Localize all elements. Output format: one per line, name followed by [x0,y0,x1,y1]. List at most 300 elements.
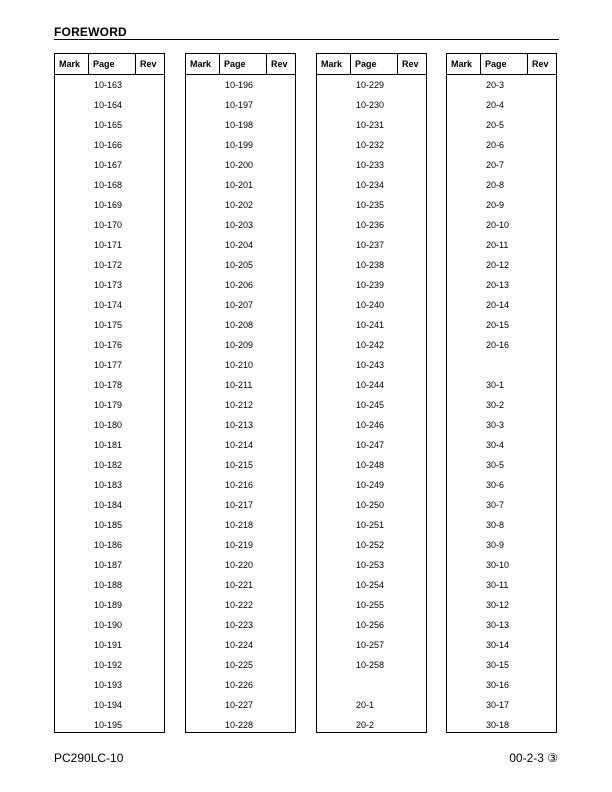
mark-cell [186,115,220,135]
rev-cell [398,695,426,715]
mark-cell [55,315,89,335]
table-row [55,415,164,435]
rev-cell [136,675,164,695]
rev-cell [398,635,426,655]
mark-cell [317,215,351,235]
table-row [186,75,295,95]
page-cell: 10-171 [94,240,123,250]
mark-cell [317,155,351,175]
table-row [186,195,295,215]
table-row [447,575,556,595]
mark-cell [317,535,351,555]
mark-header: Mark [186,54,220,74]
page-cell: 30-10 [486,560,510,570]
rev-cell [267,455,295,475]
table-row [447,415,556,435]
mark-cell [447,315,481,335]
page-cell: 10-239 [356,280,385,290]
rev-cell [528,375,556,395]
table-row [55,455,164,475]
page-cell [351,675,398,695]
mark-cell [186,575,220,595]
mark-cell [317,575,351,595]
revision-table-4 [446,53,557,733]
page-cell: 10-245 [356,400,385,410]
rev-cell [398,155,426,175]
table-row [186,475,295,495]
mark-cell [186,175,220,195]
page-cell: 10-251 [356,520,385,530]
mark-cell [186,675,220,695]
table-row [55,435,164,455]
rev-cell [136,595,164,615]
table-row [186,455,295,475]
page-cell: 10-256 [356,620,385,630]
mark-header: Mark [55,54,89,74]
page-header: Page [351,54,398,74]
rev-cell [136,415,164,435]
page-cell: 10-184 [94,500,123,510]
rev-cell [398,275,426,295]
table-row [186,355,295,375]
mark-cell [55,475,89,495]
rev-cell [136,275,164,295]
table-body [186,75,295,735]
page-cell: 10-181 [94,440,123,450]
mark-cell [447,75,481,95]
mark-cell [317,115,351,135]
mark-cell [55,235,89,255]
page-cell: 10-254 [356,580,385,590]
rev-cell [398,315,426,335]
rev-cell [267,415,295,435]
page-cell: 10-241 [356,320,385,330]
page-cell: 20-5 [486,120,505,130]
page-cell: 20-13 [486,280,510,290]
table-row [447,295,556,315]
mark-cell [447,695,481,715]
mark-cell [317,255,351,275]
rev-cell [136,715,164,735]
page-cell: 10-172 [94,260,123,270]
mark-cell [55,695,89,715]
page-cell: 10-180 [94,420,123,430]
table-row [447,655,556,675]
page-cell: 10-237 [356,240,385,250]
table-row [317,135,426,155]
table-row [447,435,556,455]
page-cell: 20-10 [486,220,510,230]
mark-cell [186,635,220,655]
rev-cell [136,435,164,455]
table-row [186,615,295,635]
table-row [447,275,556,295]
rev-cell [528,115,556,135]
table-row [186,175,295,195]
page-cell: 20-11 [486,240,509,250]
rev-cell [267,335,295,355]
table-row [186,295,295,315]
rev-header: Rev [140,59,157,69]
rev-cell [528,155,556,175]
rev-cell [528,655,556,675]
table-row [317,255,426,275]
mark-cell [317,655,351,675]
page-cell: 10-242 [356,340,385,350]
rev-cell [398,455,426,475]
table-row [317,535,426,555]
table-row [317,175,426,195]
rev-cell [267,595,295,615]
mark-cell [55,435,89,455]
page-cell: 10-206 [225,280,254,290]
mark-cell [447,155,481,175]
mark-cell [317,95,351,115]
mark-cell [317,675,351,695]
page-cell: 10-219 [225,540,254,550]
table-row [55,295,164,315]
rev-cell [528,495,556,515]
table-row [55,135,164,155]
rev-cell [136,695,164,715]
rev-cell [398,675,426,695]
table-row [447,695,556,715]
table-row [186,515,295,535]
table-row [317,335,426,355]
page-cell: 10-205 [225,260,254,270]
page-cell: 10-192 [94,660,123,670]
table-row [317,235,426,255]
page-cell: 30-6 [486,480,505,490]
rev-cell [136,295,164,315]
mark-cell [317,475,351,495]
mark-cell [55,335,89,355]
page-cell: 30-4 [486,440,505,450]
rev-cell [267,355,295,375]
table-row [317,495,426,515]
page-cell: 10-230 [356,100,385,110]
mark-cell [55,675,89,695]
mark-cell [447,515,481,535]
mark-cell [55,395,89,415]
table-row [317,715,426,735]
page-cell: 10-248 [356,460,385,470]
mark-cell [447,655,481,675]
rev-cell [528,675,556,695]
rev-cell [136,155,164,175]
page-cell: 30-14 [486,640,510,650]
rev-cell [528,315,556,335]
table-row [447,595,556,615]
page-cell: 30-1 [486,380,505,390]
table-row [317,195,426,215]
rev-cell [398,115,426,135]
rev-cell [398,355,426,375]
table-row [447,555,556,575]
revision-table-2 [185,53,296,733]
mark-cell [186,135,220,155]
table-row [317,355,426,375]
page-cell: 10-247 [356,440,385,450]
mark-cell [317,135,351,155]
rev-cell [136,335,164,355]
page-cell: 10-211 [225,380,253,390]
rev-cell [267,495,295,515]
rev-cell [267,695,295,715]
revision-table-3 [316,53,427,733]
page-cell: 10-209 [225,340,254,350]
rev-cell [398,575,426,595]
table-row [55,315,164,335]
mark-header: Mark [447,54,481,74]
rev-cell [398,435,426,455]
rev-cell [267,435,295,455]
table-row [447,535,556,555]
table-row [447,135,556,155]
table-row [186,155,295,175]
table-row [55,75,164,95]
rev-cell [136,255,164,275]
table-row [55,195,164,215]
table-row [317,475,426,495]
page-cell: 10-258 [356,660,385,670]
rev-cell [528,595,556,615]
rev-cell [136,635,164,655]
rev-cell [136,575,164,595]
page-cell: 10-228 [225,720,254,730]
table-row [447,475,556,495]
page-cell: 10-210 [225,360,254,370]
table-row [447,195,556,215]
mark-cell [186,275,220,295]
table-row [317,615,426,635]
mark-cell [55,175,89,195]
table-row [55,515,164,535]
page-cell: 20-6 [486,140,505,150]
table-row [186,695,295,715]
rev-cell [528,435,556,455]
page-cell: 10-185 [94,520,123,530]
page-cell: 10-232 [356,140,385,150]
mark-cell [447,635,481,655]
table-row [317,395,426,415]
mark-cell [317,615,351,635]
table-row [317,275,426,295]
rev-cell [528,475,556,495]
table-row [317,655,426,675]
rev-cell [267,675,295,695]
page-cell: 10-236 [356,220,385,230]
rev-cell [398,255,426,275]
rev-cell [528,195,556,215]
table-row [447,515,556,535]
page-cell: 20-4 [486,100,505,110]
table-row [447,715,556,735]
mark-cell [186,695,220,715]
table-row [186,375,295,395]
rev-cell [136,115,164,135]
rev-cell [528,255,556,275]
table-row [447,455,556,475]
table-row [55,95,164,115]
page-cell: 10-253 [356,560,385,570]
table-row [55,215,164,235]
mark-cell [55,355,89,375]
table-header [186,54,295,75]
mark-cell [447,255,481,275]
mark-header: Mark [317,54,351,74]
page-cell: 10-193 [94,680,123,690]
rev-cell [267,75,295,95]
mark-cell [447,115,481,135]
rev-cell [267,615,295,635]
mark-cell [55,495,89,515]
page-cell: 10-257 [356,640,385,650]
mark-cell [447,395,481,415]
rev-cell [528,215,556,235]
table-row [447,315,556,335]
table-row [317,575,426,595]
mark-cell [186,235,220,255]
rev-cell [136,215,164,235]
table-row [186,395,295,415]
mark-cell [55,455,89,475]
mark-cell [186,615,220,635]
table-row [447,115,556,135]
rev-cell [528,335,556,355]
page-cell: 10-229 [356,80,385,90]
rev-cell [398,495,426,515]
rev-cell [267,215,295,235]
page-header: Page [220,54,267,74]
rev-header: Rev [271,59,288,69]
mark-cell [55,135,89,155]
page-cell: 10-187 [94,560,123,570]
model-number: PC290LC-10 [54,751,124,765]
rev-cell [398,535,426,555]
page-cell: 30-5 [486,460,505,470]
rev-cell [398,335,426,355]
table-row [317,635,426,655]
table-row [55,575,164,595]
table-row [447,675,556,695]
mark-cell [186,475,220,495]
table-row [447,495,556,515]
table-row [55,635,164,655]
page-cell: 10-238 [356,260,385,270]
mark-cell [317,695,351,715]
page-cell: 10-173 [94,280,123,290]
page-cell: 10-223 [225,620,254,630]
page-cell: 10-246 [356,420,385,430]
mark-cell [55,715,89,735]
page-cell: 20-16 [486,340,510,350]
rev-cell [136,395,164,415]
page-cell: 10-226 [225,680,254,690]
page-cell: 10-208 [225,320,254,330]
rev-cell [267,575,295,595]
rev-cell [398,595,426,615]
table-row [55,475,164,495]
page-cell: 10-167 [94,160,123,170]
mark-cell [186,255,220,275]
rev-cell [267,195,295,215]
mark-cell [317,635,351,655]
table-row [317,375,426,395]
table-row [55,115,164,135]
rev-cell [398,395,426,415]
page-cell: 10-222 [225,600,254,610]
table-header [55,54,164,75]
rev-cell [136,195,164,215]
table-row [55,355,164,375]
page-cell: 10-233 [356,160,385,170]
page-cell: 30-7 [486,500,505,510]
table-row [186,555,295,575]
rev-cell [398,555,426,575]
mark-cell [317,715,351,735]
page-cell: 10-203 [225,220,254,230]
rev-cell [136,135,164,155]
mark-cell [447,575,481,595]
page-cell: 30-11 [486,580,509,590]
page-cell: 30-13 [486,620,510,630]
mark-cell [55,155,89,175]
rev-cell [398,715,426,735]
page-cell: 10-218 [225,520,254,530]
table-row [55,655,164,675]
table-row [317,295,426,315]
rev-cell [267,375,295,395]
page-cell: 30-12 [486,600,510,610]
rev-cell [398,95,426,115]
table-row [447,215,556,235]
rev-cell [528,515,556,535]
mark-cell [447,615,481,635]
rev-cell [267,155,295,175]
table-header [317,54,426,75]
page-cell: 10-164 [94,100,123,110]
table-row [447,95,556,115]
table-row [447,235,556,255]
table-row [55,395,164,415]
table-row [186,115,295,135]
page-cell: 30-9 [486,540,505,550]
mark-cell [55,255,89,275]
page-cell: 20-14 [486,300,510,310]
mark-cell [447,435,481,455]
mark-cell [447,375,481,395]
mark-cell [186,595,220,615]
mark-cell [447,455,481,475]
table-row [317,95,426,115]
page-cell: 10-169 [94,200,123,210]
rev-cell [136,375,164,395]
mark-cell [447,535,481,555]
rev-cell [528,695,556,715]
mark-cell [55,575,89,595]
page-cell: 10-177 [94,360,123,370]
page-cell: 30-17 [486,700,510,710]
page-cell: 10-220 [225,560,254,570]
table-row [447,635,556,655]
mark-cell [447,675,481,695]
mark-cell [447,95,481,115]
table-row [55,495,164,515]
mark-cell [447,295,481,315]
mark-cell [447,355,481,375]
page-cell: 20-8 [486,180,505,190]
